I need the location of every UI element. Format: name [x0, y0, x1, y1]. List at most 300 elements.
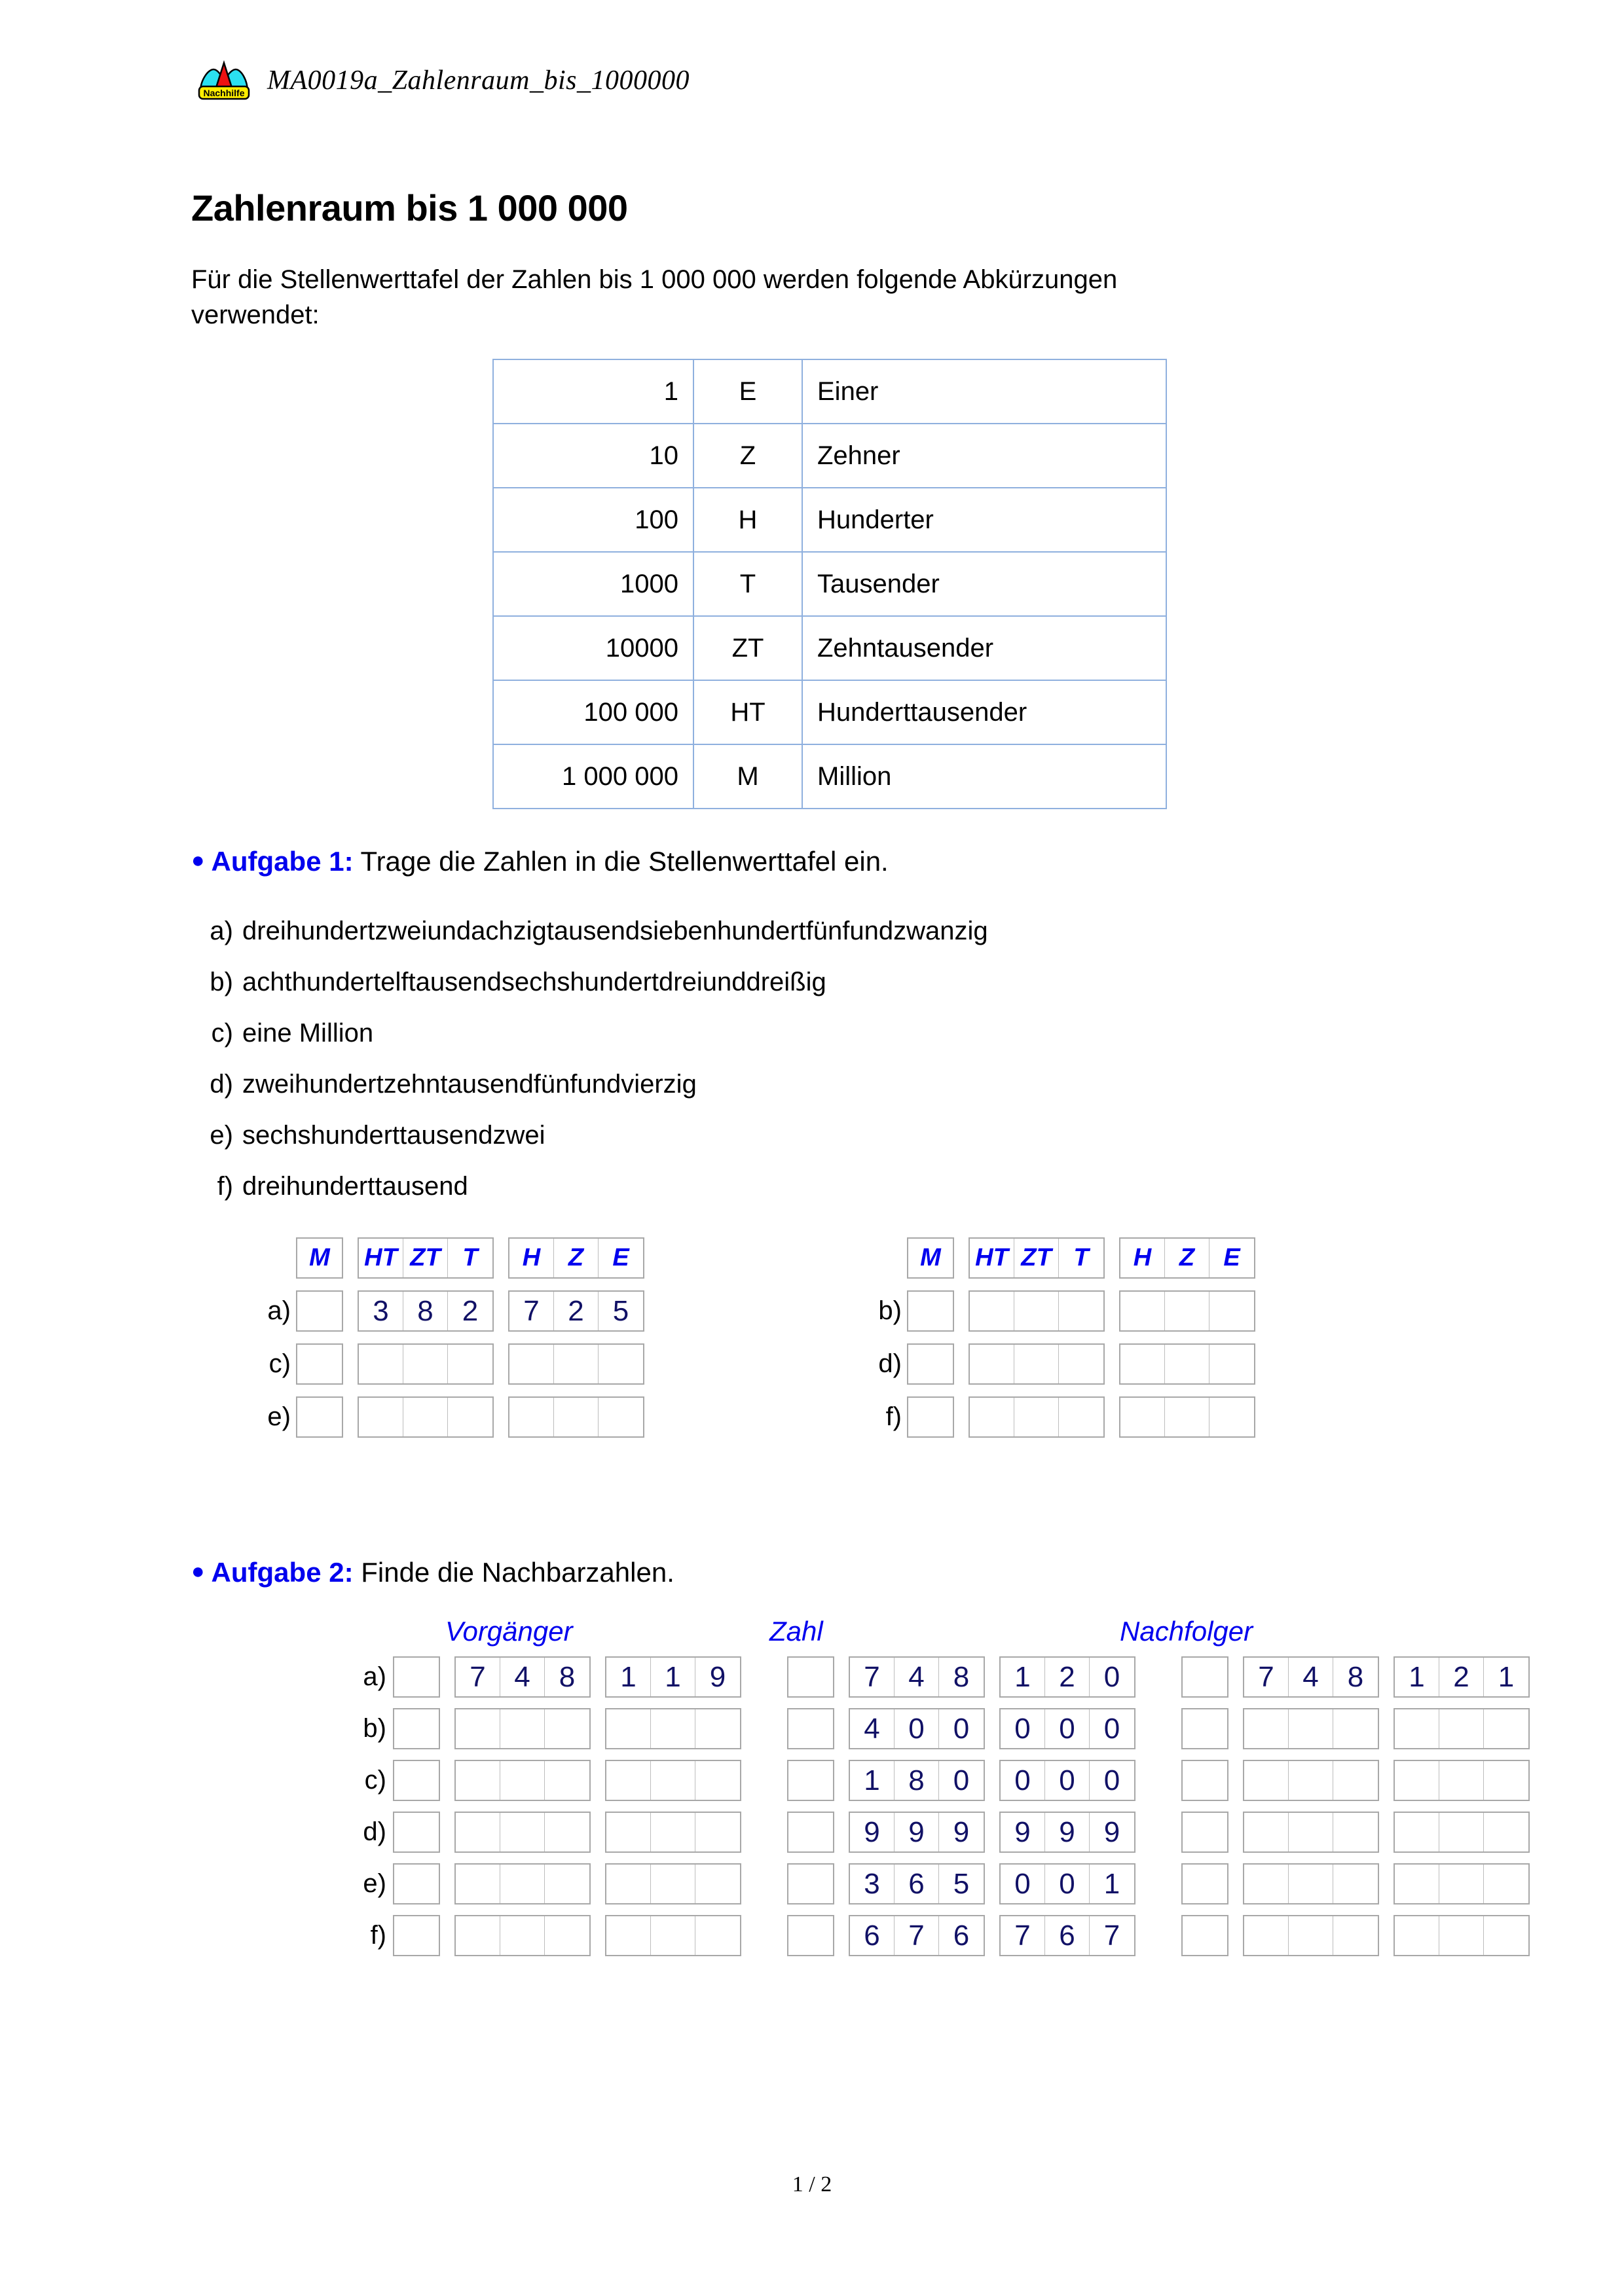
task-2-label: Aufgabe 2: [211, 1557, 354, 1588]
neighbour-input-cell[interactable] [1484, 1761, 1528, 1800]
place-value-header-cell[interactable]: T [462, 1244, 478, 1271]
digit-cell-group [787, 1812, 834, 1853]
digit-cell-group [1393, 1863, 1530, 1904]
neighbour-input-cell[interactable]: 9 [709, 1661, 726, 1693]
neighbour-input-cell[interactable]: 0 [1103, 1764, 1120, 1796]
digit-cell-group [787, 1708, 834, 1749]
page-footer: 1 / 2 [792, 2172, 832, 2196]
digit-cell-group [1243, 1812, 1379, 1853]
task-1-item-label: e) [210, 1121, 233, 1150]
place-value-header-cell[interactable]: E [1223, 1244, 1240, 1271]
neighbour-input-cell[interactable] [606, 1761, 651, 1800]
page-title: Zahlenraum bis 1 000 000 [191, 187, 628, 228]
place-value-header-cell[interactable]: HT [970, 1239, 1014, 1277]
neighbour-input-cell[interactable] [788, 1865, 833, 1903]
neighbour-input-cell[interactable]: 3 [850, 1865, 895, 1903]
digit-cell-group [787, 1863, 834, 1904]
neighbour-input-cell[interactable] [1289, 1916, 1333, 1955]
reference-abbr: M [693, 744, 802, 809]
neighbour-input-cell[interactable] [1333, 1813, 1378, 1851]
digit-cell-group [296, 1237, 343, 1279]
neighbour-input-cell[interactable] [1244, 1709, 1289, 1748]
digit-cell-group [1181, 1863, 1228, 1904]
neighbour-input-cell[interactable] [394, 1865, 439, 1903]
place-value-header-cell[interactable]: M [920, 1244, 941, 1271]
neighbour-input-cell[interactable] [1439, 1709, 1484, 1748]
neighbour-input-cell[interactable]: 2 [1439, 1658, 1484, 1696]
digit-cell-group [296, 1343, 343, 1385]
reference-abbr: ZT [693, 616, 802, 680]
neighbour-block-zahl [787, 1915, 1135, 1956]
place-value-input-cell[interactable] [970, 1345, 1014, 1383]
place-value-header-cell[interactable]: T [1073, 1244, 1089, 1271]
place-value-input-cell[interactable] [1014, 1292, 1059, 1330]
neighbour-input-cell[interactable]: 8 [1347, 1661, 1364, 1693]
digit-cell-group [393, 1708, 440, 1749]
place-value-row-label: e) [267, 1402, 291, 1431]
neighbour-input-cell[interactable] [788, 1761, 833, 1800]
neighbour-input-cell[interactable] [1395, 1865, 1439, 1903]
reference-table-row [493, 616, 1166, 680]
digit-cell-group [358, 1237, 494, 1279]
neighbour-input-cell[interactable] [1183, 1916, 1227, 1955]
neighbour-input-cell[interactable]: 2 [1045, 1658, 1090, 1696]
place-value-row-label: f) [885, 1402, 902, 1431]
place-value-input-cell[interactable]: 2 [462, 1295, 479, 1327]
neighbour-input-cell[interactable] [695, 1865, 740, 1903]
neighbour-input-cell[interactable]: 9 [1103, 1816, 1120, 1848]
place-value-header-cell[interactable]: ZT [1014, 1239, 1059, 1277]
neighbour-block-nachfolger [1181, 1863, 1530, 1904]
neighbour-input-cell[interactable] [500, 1761, 545, 1800]
place-value-row [267, 1290, 644, 1332]
reference-name: Zehntausender [802, 616, 1166, 680]
neighbour-input-cell[interactable]: 4 [895, 1658, 939, 1696]
neighbour-input-cell[interactable]: 7 [456, 1658, 500, 1696]
neighbour-input-cell[interactable] [606, 1709, 651, 1748]
neighbour-block-vorgaenger [393, 1863, 741, 1904]
neighbour-input-cell[interactable]: 6 [1045, 1916, 1090, 1955]
place-value-row [268, 1343, 644, 1385]
neighbour-input-cell[interactable] [500, 1709, 545, 1748]
neighbour-input-cell[interactable] [1289, 1709, 1333, 1748]
reference-abbr: Z [693, 424, 802, 488]
digit-cell-group [999, 1812, 1135, 1853]
digit-cell-group [849, 1760, 985, 1801]
digit-cell-group [358, 1290, 494, 1332]
place-value-input-cell[interactable] [1209, 1345, 1254, 1383]
digit-cell-group [849, 1656, 985, 1698]
neighbour-input-cell[interactable]: 1 [606, 1658, 651, 1696]
task-1-label: Aufgabe 1: [211, 846, 354, 877]
digit-cell-group [358, 1396, 494, 1438]
neighbour-input-cell[interactable] [1439, 1865, 1484, 1903]
neighbour-input-cell[interactable] [394, 1813, 439, 1851]
place-value-input-cell[interactable] [448, 1345, 492, 1383]
digit-cell-group [1181, 1760, 1228, 1801]
digit-cell-group [999, 1708, 1135, 1749]
digit-cell-group [605, 1915, 741, 1956]
reference-value: 1 000 000 [493, 744, 693, 809]
neighbour-input-cell[interactable] [1289, 1761, 1333, 1800]
intro-line-2: verwendet: [191, 301, 320, 329]
reference-table-row [493, 359, 1166, 424]
neighbour-input-cell[interactable] [394, 1761, 439, 1800]
neighbour-input-cell[interactable]: 1 [1395, 1658, 1439, 1696]
task-1-item-label: f) [217, 1172, 233, 1201]
neighbour-input-cell[interactable] [1439, 1761, 1484, 1800]
neighbour-input-cell[interactable] [1333, 1709, 1378, 1748]
neighbour-input-cell[interactable] [651, 1916, 695, 1955]
neighbour-input-cell[interactable] [1183, 1813, 1227, 1851]
place-value-input-cell[interactable]: 3 [359, 1292, 403, 1330]
neighbour-column-header: Nachfolger [1120, 1616, 1253, 1647]
place-value-input-cell[interactable]: 7 [509, 1292, 554, 1330]
neighbour-input-cell[interactable] [1244, 1761, 1289, 1800]
neighbour-input-cell[interactable]: 0 [1045, 1865, 1090, 1903]
digit-cell-group [508, 1396, 644, 1438]
place-value-input-cell[interactable] [908, 1292, 953, 1330]
digit-cell-group [907, 1396, 954, 1438]
neighbour-input-cell[interactable] [1333, 1761, 1378, 1800]
neighbour-input-cell[interactable] [1333, 1916, 1378, 1955]
reference-value: 10 [493, 424, 693, 488]
place-value-header-cell[interactable]: Z [554, 1239, 599, 1277]
neighbour-input-cell[interactable]: 9 [953, 1816, 970, 1848]
place-value-input-cell[interactable] [599, 1345, 643, 1383]
place-value-header-cell[interactable]: HT [359, 1239, 403, 1277]
neighbour-input-cell[interactable] [1395, 1709, 1439, 1748]
neighbour-input-cell[interactable] [1183, 1709, 1227, 1748]
neighbour-input-cell[interactable]: 0 [953, 1713, 970, 1745]
digit-cell-group [999, 1656, 1135, 1698]
neighbour-input-cell[interactable] [545, 1813, 589, 1851]
neighbour-block-zahl [787, 1656, 1135, 1698]
neighbour-input-cell[interactable]: 8 [953, 1661, 970, 1693]
nachhilfe-logo-icon [196, 60, 251, 101]
place-value-input-cell[interactable]: 2 [554, 1292, 599, 1330]
digit-cell-group [605, 1760, 741, 1801]
reference-value: 1000 [493, 552, 693, 616]
place-value-grid-right [878, 1237, 1255, 1449]
neighbour-input-cell[interactable] [456, 1709, 500, 1748]
neighbour-input-cell[interactable] [1395, 1916, 1439, 1955]
neighbour-input-cell[interactable] [1183, 1658, 1227, 1696]
neighbour-input-cell[interactable] [500, 1865, 545, 1903]
neighbour-block-vorgaenger [393, 1812, 741, 1853]
neighbour-input-cell[interactable]: 9 [1045, 1813, 1090, 1851]
neighbour-input-cell[interactable] [545, 1761, 589, 1800]
neighbour-row [363, 1863, 1530, 1904]
task-1-item-text: eine Million [242, 1019, 374, 1048]
neighbour-input-cell[interactable]: 7 [895, 1916, 939, 1955]
neighbour-input-cell[interactable] [1395, 1813, 1439, 1851]
neighbour-input-cell[interactable] [500, 1813, 545, 1851]
neighbour-input-cell[interactable] [1484, 1865, 1528, 1903]
neighbour-input-cell[interactable] [695, 1916, 740, 1955]
digit-cell-group [393, 1915, 440, 1956]
neighbour-input-cell[interactable]: 1 [1001, 1658, 1045, 1696]
place-value-input-cell[interactable] [1165, 1398, 1209, 1436]
place-value-header-cell[interactable]: H [1120, 1239, 1165, 1277]
neighbour-input-cell[interactable]: 0 [1001, 1865, 1045, 1903]
place-value-input-cell[interactable] [1165, 1292, 1209, 1330]
digit-cell-group [1119, 1237, 1255, 1279]
place-value-input-cell[interactable] [509, 1345, 554, 1383]
place-value-input-cell[interactable] [1209, 1398, 1254, 1436]
bullet-icon: ● [191, 848, 205, 873]
neighbour-input-cell[interactable] [500, 1916, 545, 1955]
place-value-header-cell[interactable]: H [509, 1239, 554, 1277]
digit-cell-group [393, 1812, 440, 1853]
neighbour-block-zahl [787, 1863, 1135, 1904]
place-value-input-cell[interactable] [448, 1398, 492, 1436]
neighbour-input-cell[interactable] [788, 1658, 833, 1696]
place-value-reference-table [492, 359, 1167, 809]
neighbour-input-cell[interactable]: 9 [850, 1813, 895, 1851]
place-value-header-cell[interactable]: ZT [403, 1239, 448, 1277]
neighbour-input-cell[interactable]: 7 [1103, 1920, 1120, 1952]
neighbour-input-cell[interactable]: 1 [651, 1658, 695, 1696]
neighbour-input-cell[interactable] [1289, 1865, 1333, 1903]
neighbour-column-header: Zahl [769, 1616, 823, 1647]
place-value-input-cell[interactable] [970, 1398, 1014, 1436]
neighbour-input-cell[interactable] [695, 1813, 740, 1851]
place-value-header-row [296, 1237, 644, 1279]
document-header [196, 60, 690, 101]
neighbour-input-cell[interactable]: 4 [850, 1709, 895, 1748]
place-value-input-cell[interactable] [359, 1398, 403, 1436]
digit-cell-group [1393, 1915, 1530, 1956]
task-1-item-label: b) [210, 968, 233, 996]
digit-cell-group [849, 1812, 985, 1853]
task-1-item [196, 968, 826, 997]
reference-value: 100 [493, 488, 693, 552]
neighbour-row [363, 1812, 1530, 1853]
place-value-input-cell[interactable] [1120, 1292, 1165, 1330]
neighbour-input-cell[interactable] [545, 1709, 589, 1748]
neighbour-input-cell[interactable]: 0 [953, 1764, 970, 1796]
neighbour-input-cell[interactable] [1244, 1813, 1289, 1851]
neighbour-input-cell[interactable]: 1 [850, 1761, 895, 1800]
place-value-input-cell[interactable]: 5 [612, 1295, 629, 1327]
reference-name: Zehner [802, 424, 1166, 488]
neighbour-input-cell[interactable]: 0 [1001, 1709, 1045, 1748]
neighbour-input-cell[interactable] [394, 1709, 439, 1748]
neighbour-input-cell[interactable] [456, 1813, 500, 1851]
digit-cell-group [454, 1760, 591, 1801]
place-value-row [878, 1290, 1255, 1332]
reference-abbr: T [693, 552, 802, 616]
neighbour-input-cell[interactable] [545, 1865, 589, 1903]
digit-cell-group [1393, 1760, 1530, 1801]
neighbour-input-cell[interactable] [695, 1709, 740, 1748]
neighbour-input-cell[interactable] [606, 1865, 651, 1903]
place-value-input-cell[interactable] [509, 1398, 554, 1436]
neighbour-input-cell[interactable] [1244, 1916, 1289, 1955]
neighbour-input-cell[interactable] [788, 1916, 833, 1955]
neighbour-input-cell[interactable]: 8 [895, 1761, 939, 1800]
task-1-item [196, 917, 988, 946]
neighbour-input-cell[interactable] [606, 1813, 651, 1851]
neighbour-input-cell[interactable]: 6 [953, 1920, 970, 1952]
digit-cell-group [605, 1708, 741, 1749]
place-value-input-cell[interactable] [297, 1292, 342, 1330]
place-value-input-cell[interactable] [908, 1345, 953, 1383]
neighbour-input-cell[interactable] [1484, 1813, 1528, 1851]
place-value-input-cell[interactable] [297, 1398, 342, 1436]
place-value-input-cell[interactable] [1120, 1345, 1165, 1383]
neighbour-input-cell[interactable] [545, 1916, 589, 1955]
neighbour-block-zahl [787, 1760, 1135, 1801]
neighbour-input-cell[interactable] [394, 1916, 439, 1955]
neighbour-input-cell[interactable]: 1 [1498, 1661, 1515, 1693]
neighbour-row [364, 1760, 1530, 1801]
digit-cell-group [393, 1760, 440, 1801]
neighbour-input-cell[interactable] [1439, 1813, 1484, 1851]
neighbour-input-cell[interactable]: 7 [1244, 1658, 1289, 1696]
neighbour-input-cell[interactable] [651, 1865, 695, 1903]
digit-cell-group [605, 1812, 741, 1853]
task-2-text: Finde die Nachbarzahlen. [353, 1557, 674, 1588]
neighbour-input-cell[interactable] [456, 1865, 500, 1903]
neighbour-row-label: b) [363, 1714, 386, 1743]
neighbour-input-cell[interactable]: 9 [1001, 1813, 1045, 1851]
neighbour-block-zahl [787, 1708, 1135, 1749]
digit-cell-group [1243, 1863, 1379, 1904]
neighbour-row [370, 1915, 1530, 1956]
place-value-input-cell[interactable] [1165, 1345, 1209, 1383]
reference-name: Einer [802, 359, 1166, 424]
place-value-input-cell[interactable] [908, 1398, 953, 1436]
reference-name: Hunderter [802, 488, 1166, 552]
neighbour-input-cell[interactable] [1183, 1865, 1227, 1903]
task-1-item [196, 1070, 697, 1099]
digit-cell-group [454, 1863, 591, 1904]
neighbour-input-cell[interactable]: 0 [1001, 1761, 1045, 1800]
place-value-input-cell[interactable] [554, 1398, 599, 1436]
neighbour-input-cell[interactable] [606, 1916, 651, 1955]
place-value-input-cell[interactable] [1014, 1345, 1059, 1383]
place-value-row [878, 1343, 1255, 1385]
bullet-icon: ● [191, 1559, 205, 1584]
neighbour-input-cell[interactable] [1484, 1916, 1528, 1955]
neighbour-input-cell[interactable] [788, 1813, 833, 1851]
neighbour-input-cell[interactable]: 0 [1045, 1761, 1090, 1800]
task-1-item-text: dreihundertzweiundachzigtausendsiebenhundertfünfundzwanzig [242, 917, 988, 945]
neighbour-input-cell[interactable] [651, 1709, 695, 1748]
task-1-item-text: dreihunderttausend [242, 1172, 468, 1201]
place-value-input-cell[interactable] [403, 1398, 448, 1436]
neighbour-input-cell[interactable]: 0 [1045, 1709, 1090, 1748]
neighbour-input-cell[interactable]: 5 [953, 1868, 970, 1900]
place-value-input-cell[interactable] [970, 1292, 1014, 1330]
neighbour-input-cell[interactable]: 9 [895, 1813, 939, 1851]
digit-cell-group [1393, 1812, 1530, 1853]
place-value-row-label: c) [268, 1349, 291, 1378]
neighbour-input-cell[interactable] [1395, 1761, 1439, 1800]
place-value-input-cell[interactable] [554, 1345, 599, 1383]
digit-cell-group [849, 1915, 985, 1956]
task-1-item [196, 1172, 468, 1201]
digit-cell-group [508, 1290, 644, 1332]
neighbour-input-cell[interactable]: 4 [1289, 1658, 1333, 1696]
digit-cell-group [999, 1915, 1135, 1956]
place-value-input-cell[interactable] [403, 1345, 448, 1383]
neighbour-input-cell[interactable] [695, 1761, 740, 1800]
neighbour-row [363, 1708, 1530, 1749]
place-value-header-cell[interactable]: E [612, 1244, 629, 1271]
task-2-heading [191, 1557, 674, 1588]
reference-value: 10000 [493, 616, 693, 680]
neighbour-input-cell[interactable] [1183, 1761, 1227, 1800]
place-value-input-cell[interactable]: 8 [403, 1292, 448, 1330]
place-value-input-cell[interactable] [297, 1345, 342, 1383]
digit-cell-group [605, 1656, 741, 1698]
neighbour-input-cell[interactable] [1244, 1865, 1289, 1903]
neighbour-input-cell[interactable]: 0 [895, 1709, 939, 1748]
neighbour-input-cell[interactable] [651, 1761, 695, 1800]
reference-table-row [493, 744, 1166, 809]
neighbour-block-vorgaenger [393, 1760, 741, 1801]
neighbour-input-cell[interactable] [456, 1916, 500, 1955]
neighbour-input-cell[interactable]: 0 [1103, 1713, 1120, 1745]
neighbour-input-cell[interactable] [1333, 1865, 1378, 1903]
neighbour-input-cell[interactable] [651, 1813, 695, 1851]
neighbour-number-grid [363, 1656, 1530, 1967]
place-value-header-cell[interactable]: M [309, 1244, 330, 1271]
digit-cell-group [1243, 1708, 1379, 1749]
digit-cell-group [1119, 1396, 1255, 1438]
neighbour-input-cell[interactable]: 6 [895, 1865, 939, 1903]
neighbour-input-cell[interactable] [456, 1761, 500, 1800]
neighbour-input-cell[interactable] [394, 1658, 439, 1696]
place-value-input-cell[interactable] [599, 1398, 643, 1436]
neighbour-input-cell[interactable]: 8 [559, 1661, 576, 1693]
digit-cell-group [969, 1290, 1105, 1332]
place-value-input-cell[interactable] [1120, 1398, 1165, 1436]
reference-table-row [493, 552, 1166, 616]
place-value-input-cell[interactable] [1059, 1398, 1103, 1436]
reference-name: Million [802, 744, 1166, 809]
place-value-input-cell[interactable] [359, 1345, 403, 1383]
digit-cell-group [849, 1863, 985, 1904]
neighbour-input-cell[interactable] [1439, 1916, 1484, 1955]
neighbour-row [363, 1656, 1530, 1698]
neighbour-input-cell[interactable] [1484, 1709, 1528, 1748]
neighbour-input-cell[interactable]: 4 [500, 1658, 545, 1696]
place-value-input-cell[interactable] [1209, 1292, 1254, 1330]
digit-cell-group [969, 1396, 1105, 1438]
place-value-row [885, 1396, 1255, 1438]
place-value-row-label: d) [878, 1349, 902, 1378]
neighbour-input-cell[interactable]: 6 [850, 1916, 895, 1955]
digit-cell-group [969, 1237, 1105, 1279]
neighbour-input-cell[interactable]: 0 [1103, 1661, 1120, 1693]
place-value-input-cell[interactable] [1014, 1398, 1059, 1436]
place-value-row-label: b) [878, 1296, 902, 1325]
neighbour-input-cell[interactable]: 7 [850, 1658, 895, 1696]
place-value-header-cell[interactable]: Z [1165, 1239, 1209, 1277]
neighbour-input-cell[interactable]: 1 [1103, 1868, 1120, 1900]
neighbour-input-cell[interactable] [788, 1709, 833, 1748]
digit-cell-group [969, 1343, 1105, 1385]
neighbour-input-cell[interactable]: 7 [1001, 1916, 1045, 1955]
place-value-input-cell[interactable] [1059, 1292, 1103, 1330]
place-value-input-cell[interactable] [1059, 1345, 1103, 1383]
neighbour-input-cell[interactable] [1289, 1813, 1333, 1851]
task-1-item [196, 1019, 373, 1048]
